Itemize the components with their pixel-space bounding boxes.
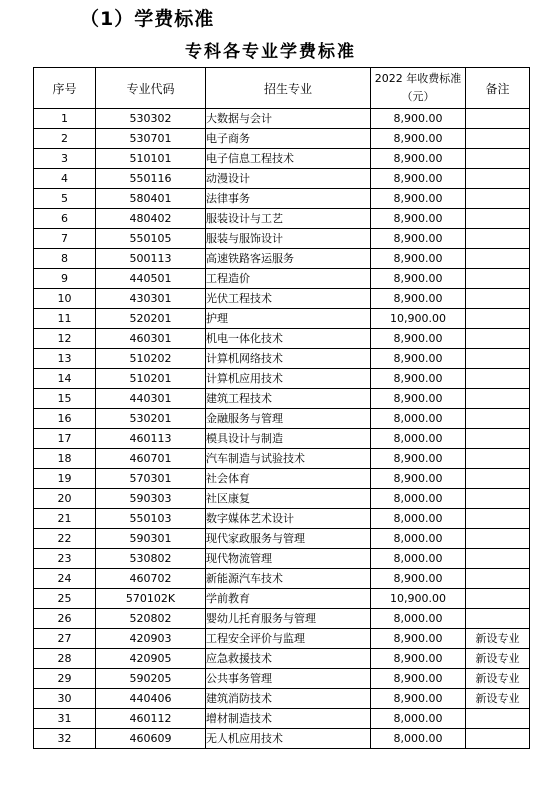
cell-fee: 8,000.00 xyxy=(371,489,466,509)
cell-fee: 8,900.00 xyxy=(371,209,466,229)
cell-note xyxy=(466,509,530,529)
cell-fee: 8,000.00 xyxy=(371,729,466,749)
cell-major-name: 应急救援技术 xyxy=(206,649,371,669)
table-row xyxy=(34,309,530,329)
cell-major-name: 动漫设计 xyxy=(206,169,371,189)
cell-major-name: 社区康复 xyxy=(206,489,371,509)
cell-code: 430301 xyxy=(96,289,206,309)
cell-fee: 8,900.00 xyxy=(371,329,466,349)
cell-major-name: 学前教育 xyxy=(206,589,371,609)
cell-code: 550116 xyxy=(96,169,206,189)
cell-major-name: 增材制造技术 xyxy=(206,709,371,729)
cell-code: 510202 xyxy=(96,349,206,369)
table-row xyxy=(34,109,530,129)
cell-code: 460113 xyxy=(96,429,206,449)
cell-no: 9 xyxy=(34,269,96,289)
cell-note: 新设专业 xyxy=(466,649,530,669)
header-fee: 2022 年收费标准（元） xyxy=(371,68,466,109)
cell-fee: 8,900.00 xyxy=(371,689,466,709)
cell-fee: 8,900.00 xyxy=(371,189,466,209)
table-row xyxy=(34,329,530,349)
cell-note xyxy=(466,589,530,609)
table-row xyxy=(34,349,530,369)
cell-major-name: 模具设计与制造 xyxy=(206,429,371,449)
table-row xyxy=(34,229,530,249)
cell-note xyxy=(466,489,530,509)
cell-major-name: 机电一体化技术 xyxy=(206,329,371,349)
cell-fee: 8,000.00 xyxy=(371,429,466,449)
cell-code: 520201 xyxy=(96,309,206,329)
cell-code: 460301 xyxy=(96,329,206,349)
cell-note xyxy=(466,349,530,369)
header-note: 备注 xyxy=(466,68,530,109)
table-row xyxy=(34,649,530,669)
table-row xyxy=(34,249,530,269)
cell-code: 460112 xyxy=(96,709,206,729)
cell-fee: 8,900.00 xyxy=(371,629,466,649)
cell-no: 14 xyxy=(34,369,96,389)
cell-fee: 8,000.00 xyxy=(371,549,466,569)
cell-code: 510101 xyxy=(96,149,206,169)
cell-code: 420905 xyxy=(96,649,206,669)
table-row xyxy=(34,469,530,489)
cell-major-name: 法律事务 xyxy=(206,189,371,209)
cell-major-name: 电子商务 xyxy=(206,129,371,149)
cell-note xyxy=(466,409,530,429)
table-row xyxy=(34,609,530,629)
cell-fee: 8,000.00 xyxy=(371,609,466,629)
cell-note xyxy=(466,389,530,409)
table-row xyxy=(34,129,530,149)
cell-code: 570301 xyxy=(96,469,206,489)
header-name: 招生专业 xyxy=(206,68,371,109)
cell-major-name: 公共事务管理 xyxy=(206,669,371,689)
cell-note xyxy=(466,469,530,489)
cell-code: 500113 xyxy=(96,249,206,269)
table-row xyxy=(34,209,530,229)
cell-no: 7 xyxy=(34,229,96,249)
cell-code: 440501 xyxy=(96,269,206,289)
cell-fee: 8,900.00 xyxy=(371,369,466,389)
cell-no: 31 xyxy=(34,709,96,729)
cell-code: 460702 xyxy=(96,569,206,589)
cell-fee: 8,900.00 xyxy=(371,669,466,689)
table-row xyxy=(34,369,530,389)
cell-note xyxy=(466,229,530,249)
cell-note xyxy=(466,729,530,749)
cell-major-name: 服装设计与工艺 xyxy=(206,209,371,229)
cell-major-name: 高速铁路客运服务 xyxy=(206,249,371,269)
cell-no: 11 xyxy=(34,309,96,329)
cell-fee: 8,900.00 xyxy=(371,469,466,489)
cell-code: 530302 xyxy=(96,109,206,129)
cell-fee: 8,000.00 xyxy=(371,409,466,429)
cell-note xyxy=(466,169,530,189)
cell-fee: 8,900.00 xyxy=(371,169,466,189)
cell-major-name: 工程造价 xyxy=(206,269,371,289)
cell-fee: 8,900.00 xyxy=(371,289,466,309)
table-row xyxy=(34,529,530,549)
cell-major-name: 光伏工程技术 xyxy=(206,289,371,309)
cell-no: 8 xyxy=(34,249,96,269)
cell-major-name: 工程安全评价与监理 xyxy=(206,629,371,649)
cell-major-name: 服装与服饰设计 xyxy=(206,229,371,249)
cell-code: 550103 xyxy=(96,509,206,529)
cell-note: 新设专业 xyxy=(466,689,530,709)
cell-code: 440406 xyxy=(96,689,206,709)
table-row xyxy=(34,729,530,749)
table-row xyxy=(34,629,530,649)
cell-major-name: 电子信息工程技术 xyxy=(206,149,371,169)
cell-note xyxy=(466,189,530,209)
cell-no: 2 xyxy=(34,129,96,149)
cell-code: 440301 xyxy=(96,389,206,409)
cell-code: 510201 xyxy=(96,369,206,389)
cell-no: 30 xyxy=(34,689,96,709)
cell-note xyxy=(466,109,530,129)
table-row xyxy=(34,689,530,709)
table-row xyxy=(34,489,530,509)
cell-code: 530802 xyxy=(96,549,206,569)
cell-fee: 10,900.00 xyxy=(371,309,466,329)
cell-fee: 8,900.00 xyxy=(371,149,466,169)
cell-no: 20 xyxy=(34,489,96,509)
cell-major-name: 护理 xyxy=(206,309,371,329)
cell-major-name: 大数据与会计 xyxy=(206,109,371,129)
cell-major-name: 建筑消防技术 xyxy=(206,689,371,709)
table-row xyxy=(34,169,530,189)
cell-no: 19 xyxy=(34,469,96,489)
cell-fee: 8,900.00 xyxy=(371,249,466,269)
cell-major-name: 金融服务与管理 xyxy=(206,409,371,429)
cell-major-name: 现代家政服务与管理 xyxy=(206,529,371,549)
cell-no: 6 xyxy=(34,209,96,229)
table-row xyxy=(34,569,530,589)
cell-no: 4 xyxy=(34,169,96,189)
cell-code: 590205 xyxy=(96,669,206,689)
cell-major-name: 汽车制造与试验技术 xyxy=(206,449,371,469)
cell-code: 580401 xyxy=(96,189,206,209)
cell-note xyxy=(466,309,530,329)
cell-fee: 8,000.00 xyxy=(371,709,466,729)
cell-no: 3 xyxy=(34,149,96,169)
table-row xyxy=(34,589,530,609)
cell-fee: 8,900.00 xyxy=(371,389,466,409)
cell-code: 520802 xyxy=(96,609,206,629)
cell-note xyxy=(466,209,530,229)
header-code: 专业代码 xyxy=(96,68,206,109)
cell-fee: 8,000.00 xyxy=(371,529,466,549)
cell-code: 480402 xyxy=(96,209,206,229)
cell-fee: 8,900.00 xyxy=(371,569,466,589)
cell-note xyxy=(466,149,530,169)
cell-code: 420903 xyxy=(96,629,206,649)
cell-note xyxy=(466,329,530,349)
cell-fee: 8,900.00 xyxy=(371,269,466,289)
cell-no: 17 xyxy=(34,429,96,449)
table-row xyxy=(34,189,530,209)
cell-code: 460609 xyxy=(96,729,206,749)
table-row xyxy=(34,149,530,169)
cell-no: 12 xyxy=(34,329,96,349)
cell-fee: 10,900.00 xyxy=(371,589,466,609)
cell-note xyxy=(466,549,530,569)
cell-major-name: 数字媒体艺术设计 xyxy=(206,509,371,529)
cell-note xyxy=(466,449,530,469)
table-row xyxy=(34,549,530,569)
cell-no: 13 xyxy=(34,349,96,369)
table-body xyxy=(34,109,530,749)
cell-note xyxy=(466,289,530,309)
table-row xyxy=(34,429,530,449)
cell-fee: 8,900.00 xyxy=(371,649,466,669)
cell-no: 29 xyxy=(34,669,96,689)
cell-no: 15 xyxy=(34,389,96,409)
table-row xyxy=(34,509,530,529)
cell-major-name: 婴幼儿托育服务与管理 xyxy=(206,609,371,629)
tuition-fee-table xyxy=(33,67,530,749)
table-row xyxy=(34,669,530,689)
cell-note xyxy=(466,569,530,589)
table-row xyxy=(34,709,530,729)
cell-note xyxy=(466,269,530,289)
cell-note xyxy=(466,709,530,729)
cell-major-name: 社会体育 xyxy=(206,469,371,489)
cell-major-name: 现代物流管理 xyxy=(206,549,371,569)
cell-note: 新设专业 xyxy=(466,629,530,649)
cell-code: 550105 xyxy=(96,229,206,249)
cell-no: 24 xyxy=(34,569,96,589)
cell-no: 27 xyxy=(34,629,96,649)
cell-no: 10 xyxy=(34,289,96,309)
cell-fee: 8,900.00 xyxy=(371,349,466,369)
section-heading: （1）学费标准 xyxy=(80,8,215,30)
cell-no: 21 xyxy=(34,509,96,529)
cell-fee: 8,900.00 xyxy=(371,449,466,469)
table-title: 专科各专业学费标准 xyxy=(185,42,356,62)
cell-note xyxy=(466,529,530,549)
cell-major-name: 建筑工程技术 xyxy=(206,389,371,409)
cell-note xyxy=(466,429,530,449)
cell-code: 530701 xyxy=(96,129,206,149)
header-no: 序号 xyxy=(34,68,96,109)
cell-note xyxy=(466,369,530,389)
cell-no: 16 xyxy=(34,409,96,429)
cell-no: 18 xyxy=(34,449,96,469)
cell-no: 26 xyxy=(34,609,96,629)
cell-note xyxy=(466,249,530,269)
table-row xyxy=(34,409,530,429)
cell-note xyxy=(466,129,530,149)
cell-no: 28 xyxy=(34,649,96,669)
cell-no: 5 xyxy=(34,189,96,209)
cell-fee: 8,900.00 xyxy=(371,229,466,249)
table-row xyxy=(34,289,530,309)
cell-fee: 8,900.00 xyxy=(371,109,466,129)
cell-major-name: 新能源汽车技术 xyxy=(206,569,371,589)
cell-major-name: 计算机应用技术 xyxy=(206,369,371,389)
cell-note: 新设专业 xyxy=(466,669,530,689)
table-row xyxy=(34,449,530,469)
cell-no: 23 xyxy=(34,549,96,569)
cell-code: 460701 xyxy=(96,449,206,469)
cell-code: 570102K xyxy=(96,589,206,609)
cell-major-name: 无人机应用技术 xyxy=(206,729,371,749)
cell-code: 590303 xyxy=(96,489,206,509)
table-row xyxy=(34,269,530,289)
cell-no: 22 xyxy=(34,529,96,549)
cell-code: 530201 xyxy=(96,409,206,429)
cell-no: 1 xyxy=(34,109,96,129)
cell-code: 590301 xyxy=(96,529,206,549)
table-header-row xyxy=(34,68,530,109)
cell-no: 25 xyxy=(34,589,96,609)
cell-fee: 8,900.00 xyxy=(371,129,466,149)
cell-fee: 8,000.00 xyxy=(371,509,466,529)
cell-note xyxy=(466,609,530,629)
table-row xyxy=(34,389,530,409)
cell-major-name: 计算机网络技术 xyxy=(206,349,371,369)
cell-no: 32 xyxy=(34,729,96,749)
